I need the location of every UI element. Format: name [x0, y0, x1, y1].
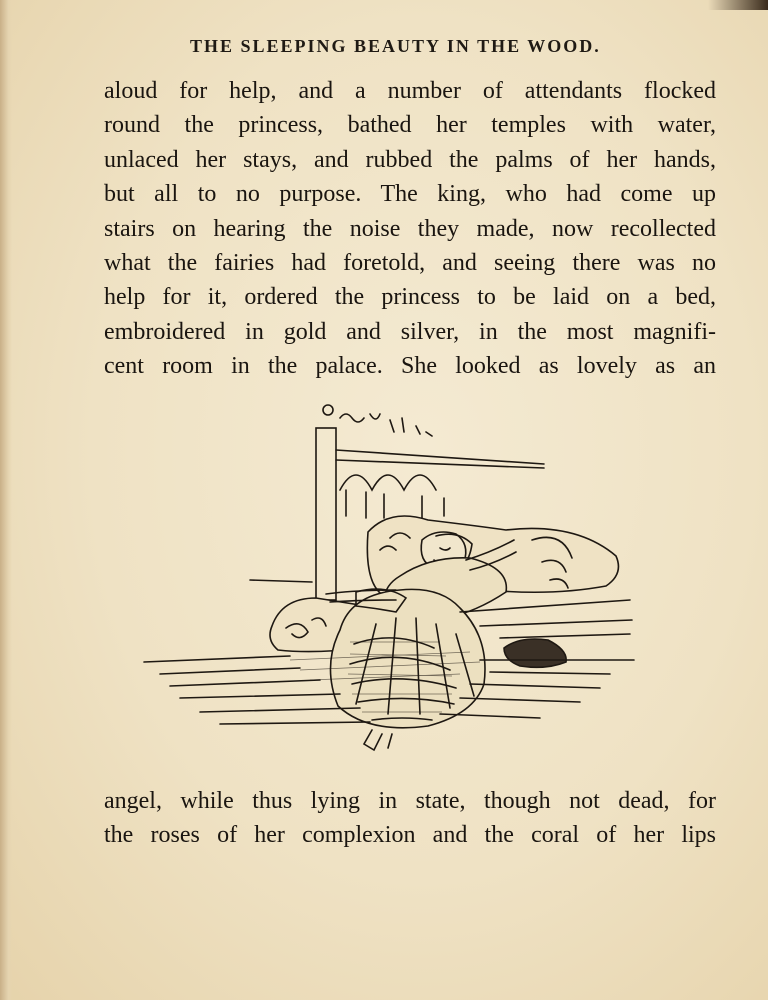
text-line: help for it, ordered the princess to be laid on a bed, — [104, 284, 716, 311]
text-line: unlaced her stays, and rubbed the palms of her hands, — [104, 146, 716, 173]
text-line: but all to no purpose. The king, who had come up — [104, 181, 716, 208]
text-line: aloud for help, and a number of attendants flocked — [104, 78, 716, 104]
text-line: what the fairies had foretold, and seeing there was no — [104, 249, 716, 276]
running-header: THE SLEEPING BEAUTY IN THE WOOD. — [190, 36, 601, 56]
text-line: the roses of her complexion and the coral of her lips — [104, 822, 716, 849]
body-text-top — [104, 74, 716, 384]
bed-post — [316, 428, 336, 600]
text-line: stairs on hearing the noise they made, now recollected — [104, 215, 716, 242]
text-line: embroidered in gold and silver, in the most magnifi- — [104, 318, 716, 345]
page-corner-shadow — [708, 0, 768, 10]
text-line: round the princess, bathed her temples with water, — [104, 112, 716, 139]
sleeping-princess-illustration — [140, 398, 640, 760]
text-line: cent room in the palace. She looked as lovely as an — [104, 353, 716, 380]
text-line: angel, while thus lying in state, though not dead, for — [104, 788, 716, 814]
body-text-bottom — [104, 784, 716, 853]
page-edge — [0, 0, 12, 1000]
